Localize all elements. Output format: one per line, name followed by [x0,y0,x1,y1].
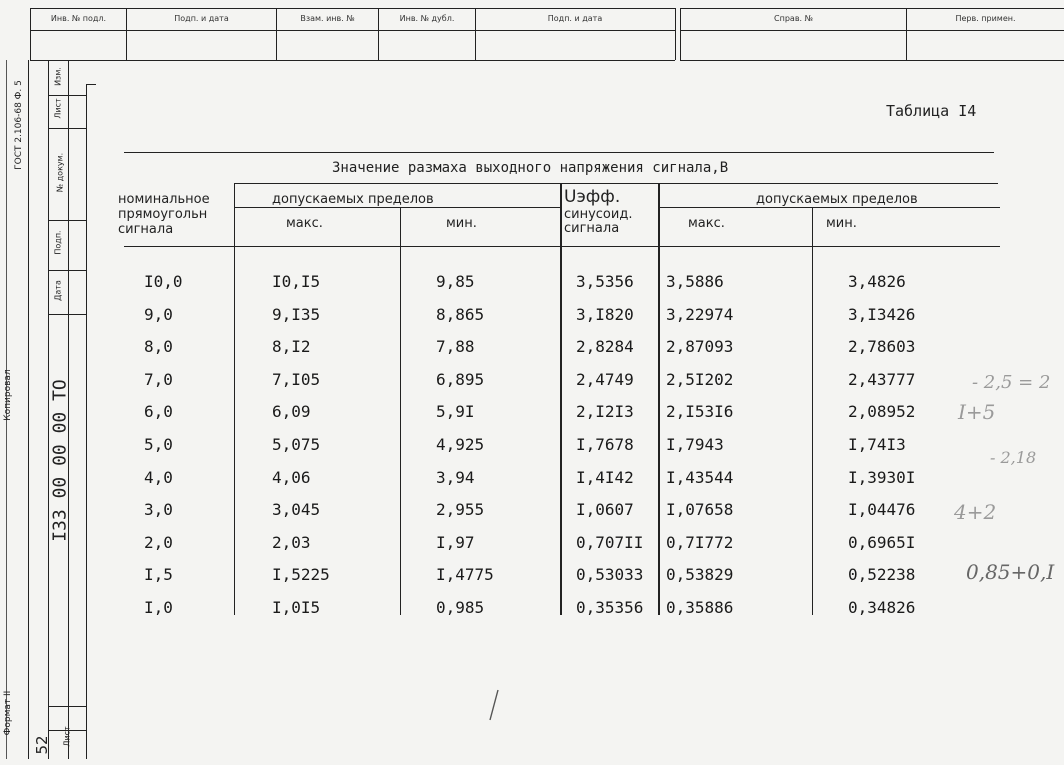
cell-max: 6,09 [272,402,311,422]
handwritten-note: - 2,5 = 2 [972,372,1051,393]
cell-max-right: I,43544 [666,467,734,487]
col-ueff-line: синусоид. [564,207,633,222]
cell-nominal: I,0 [144,598,173,617]
stamp-cell-podp: Подп. и дата [127,8,277,30]
col-min-header: мин. [446,216,477,231]
frame-top [86,84,96,85]
format-label: Формат II [3,690,13,736]
title-rule [234,183,998,184]
col-ueff-header [564,186,632,236]
stamp-right-bottom [680,60,1064,61]
cell-max: 9,I35 [272,304,321,324]
page-number: 52 [33,735,51,755]
cell-min-right: I,74I3 [848,435,906,454]
col-ueff-line: сигнала [564,221,620,236]
cell-max-right: 0,35886 [666,598,734,617]
cell-max: 7,I05 [272,369,321,389]
cell-ueff: I,0607 [576,500,634,520]
cell-min-right: 2,08952 [848,402,916,422]
stamp-bottom-border [30,60,675,61]
cell-min-right: 0,34826 [848,598,916,617]
cell-min-right: 0,6965I [848,532,916,552]
cell-nominal: I,5 [144,565,173,585]
cell-min-right: I,04476 [848,500,916,520]
cell-max-right: 3,5886 [666,272,724,291]
cell-min-right: 0,52238 [848,565,916,585]
cell-nominal: 9,0 [144,304,173,324]
gost-label: ГОСТ 2.106-68 Ф. 5 [14,80,24,170]
frame-side-division [48,706,86,707]
cell-nominal: 5,0 [144,435,173,454]
cell-max: 8,I2 [272,337,311,357]
cell-min: 4,925 [436,435,485,454]
cell-max-right: 2,87093 [666,337,734,357]
cell-min-right: I,3930I [848,467,916,487]
cell-nominal: I0,0 [144,272,183,291]
col-divider [400,207,401,615]
cell-min: I,97 [436,532,475,552]
cell-max: 3,045 [272,500,321,520]
stamp-cell-sprav: Справ. № [681,8,907,30]
stamp-right-border [675,8,676,60]
cell-ueff: I,4I42 [576,467,634,487]
stamp-cell-dubl: Инв. № дубл. [379,8,476,30]
cell-ueff: 0,707II [576,532,644,552]
header-bottom-rule [124,246,1000,247]
cell-max-right: 2,5I202 [666,369,734,389]
cell-min: 6,895 [436,369,485,389]
cell-min: I,4775 [436,565,494,585]
podp-label: Подп. [53,230,63,255]
cell-ueff: I,7678 [576,435,634,454]
frame-left-outer [28,60,29,759]
col-divider [234,183,235,615]
cell-max: 5,075 [272,435,321,454]
data-label: Дата [53,280,63,301]
col-tolerance-right-header: допускаемых пределов [756,192,918,207]
stamp-cell-inv: Инв. № подл. [31,8,127,30]
cell-nominal: 4,0 [144,467,173,487]
col-max-right-header: макс. [688,216,725,231]
cell-min: 5,9I [436,402,475,422]
cell-max-right: 2,I53I6 [666,402,734,422]
cell-min-right: 3,4826 [848,272,906,291]
frame-side-division [48,220,86,221]
col-nominal-line: прямоугольн [118,207,208,222]
doc-label: № докум. [55,152,65,193]
col-tolerance-left-header: допускаемых пределов [272,192,434,207]
kopiroval-label: Копировал [3,369,13,421]
cell-ueff: 2,8284 [576,337,634,357]
table-caption: Таблица I4 [886,102,977,120]
col-nominal-line: сигнала [118,222,174,237]
cell-ueff: 3,5356 [576,272,634,291]
col-nominal-header [118,192,210,237]
handwritten-note: 4+2 [954,500,997,524]
cell-max: I,0I5 [272,598,321,617]
list-label-side: Лист [53,98,63,119]
cell-nominal: 8,0 [144,337,173,357]
cell-min: 9,85 [436,272,475,291]
cell-ueff: 0,35356 [576,598,644,617]
table-title: Значение размаха выходного напряжения сигнала,В [332,160,729,176]
cell-ueff: 0,53033 [576,565,644,585]
handwritten-note: - 2,18 [990,448,1037,467]
cell-min: 2,955 [436,500,485,520]
cell-nominal: 7,0 [144,369,173,389]
col-max-header: макс. [286,216,323,231]
cell-max-right: 0,53829 [666,565,734,585]
frame-side-division [48,314,86,315]
subheader-rule-right [660,207,1000,208]
cell-max-right: 3,22974 [666,304,734,324]
frame-main-left [86,84,87,759]
handwritten-note: I+5 [958,400,996,424]
cell-min: 3,94 [436,467,475,487]
cell-max: I,5225 [272,565,330,585]
cell-min: 0,985 [436,598,485,617]
col-divider [658,183,660,615]
cell-max-right: 0,7I772 [666,532,734,552]
sheet-label: Лист [62,726,72,747]
cell-min-right: 2,78603 [848,337,916,357]
col-divider [812,207,813,615]
cell-nominal: 3,0 [144,500,173,520]
stamp-cell-perv: Перв. примен. [955,14,1016,23]
col-nominal-line: номинальное [118,192,210,207]
cell-nominal: 6,0 [144,402,173,422]
col-ueff-symbol: Uэфф. [564,187,621,207]
cell-min: 7,88 [436,337,475,357]
izm-label: Изм. [53,67,63,86]
stamp-right-mid [680,30,1064,31]
subheader-rule-left [234,207,560,208]
stamp-cell-vzam: Взам. инв. № [277,8,379,30]
col-min-right-header: мин. [826,216,857,231]
table-top-rule [124,152,994,153]
col-divider [560,183,562,615]
cell-max-right: I,07658 [666,500,734,520]
cell-ueff: 3,I820 [576,304,634,324]
cell-min: 8,865 [436,304,485,324]
designation: I33 00 00 00 ТО [49,379,71,542]
pencil-stroke-mark [486,688,502,722]
cell-ueff: 2,4749 [576,369,634,389]
cell-max-right: I,7943 [666,435,724,454]
cell-min-right: 2,43777 [848,369,916,389]
cell-min-right: 3,I3426 [848,304,916,324]
cell-nominal: 2,0 [144,532,173,552]
cell-max: 4,06 [272,467,311,487]
cell-max: 2,03 [272,532,311,552]
cell-max: I0,I5 [272,272,321,291]
handwritten-note: 0,85+0,I [966,560,1055,584]
stamp-cell-podp2: Подп. и дата [547,14,603,23]
cell-ueff: 2,I2I3 [576,402,634,422]
